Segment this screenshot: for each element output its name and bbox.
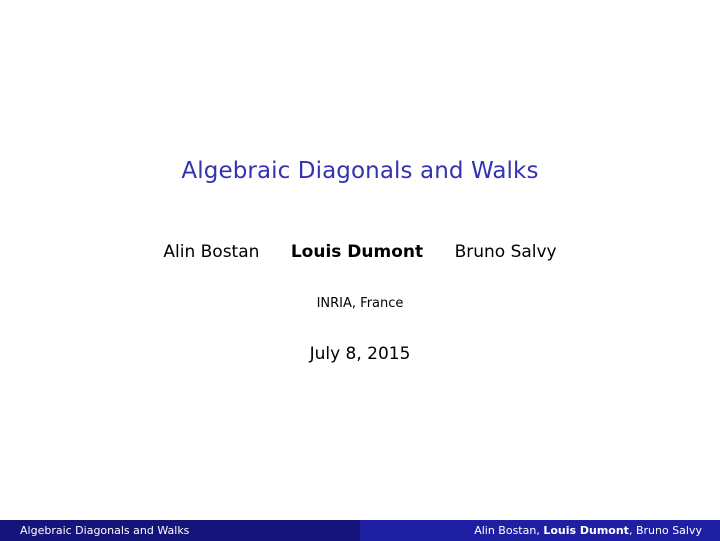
slide-title: Algebraic Diagonals and Walks <box>181 158 539 184</box>
author-name: Bruno Salvy <box>454 242 557 262</box>
footer-presenter: Louis Dumont <box>543 524 629 537</box>
footer-bar <box>0 520 720 541</box>
footer-separator: , <box>536 524 544 537</box>
footer-author: Alin Bostan <box>474 524 537 537</box>
presenter-name: Louis Dumont <box>290 242 424 262</box>
footer-authors <box>360 520 720 541</box>
author-name: Alin Bostan <box>163 242 260 262</box>
presentation-date: July 8, 2015 <box>309 344 411 364</box>
footer-title: Algebraic Diagonals and Walks <box>0 520 360 541</box>
author-list <box>0 242 720 262</box>
institute: INRIA, France <box>316 296 404 311</box>
footer-author: Bruno Salvy <box>635 524 702 537</box>
footer-separator: , <box>628 524 636 537</box>
